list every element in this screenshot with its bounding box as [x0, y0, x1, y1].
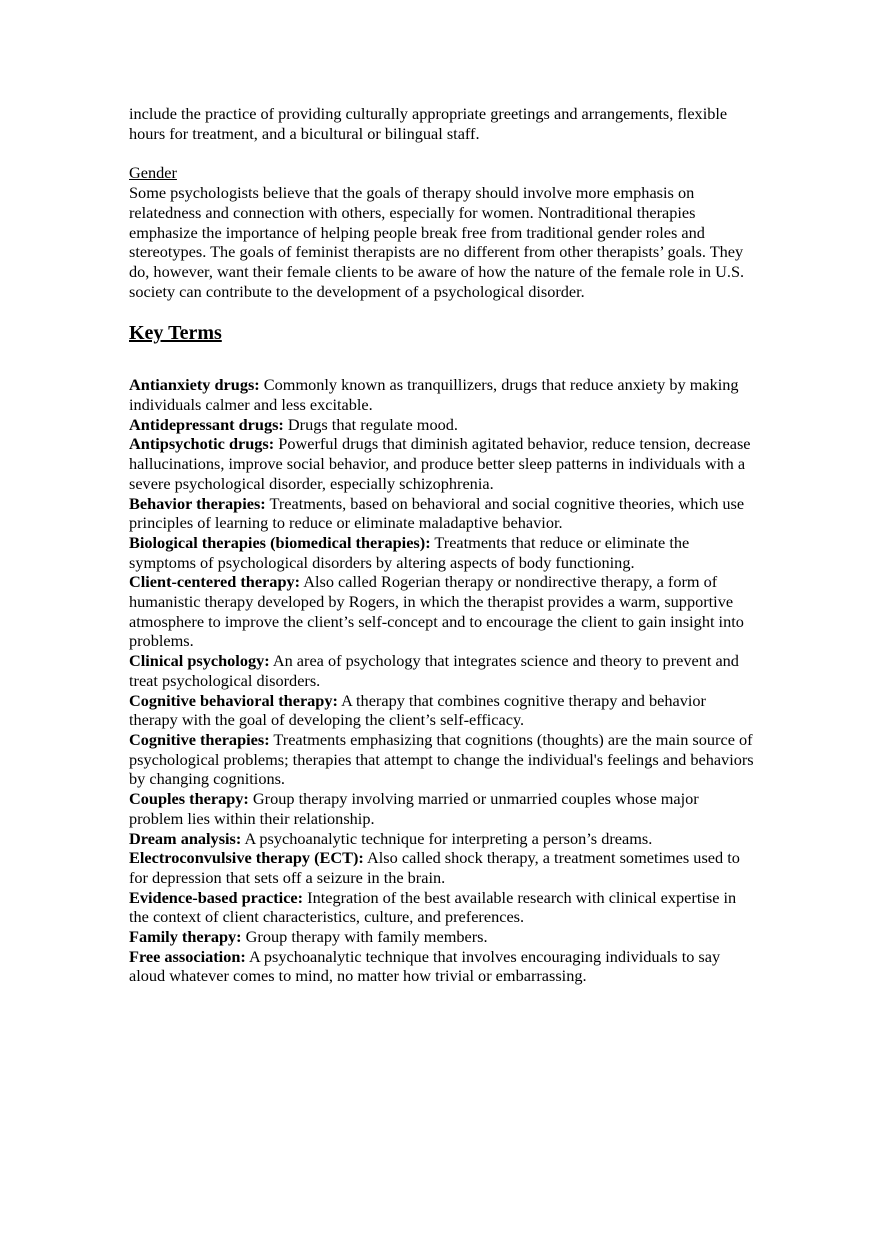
- term-entry-clinical-psychology: [129, 651, 754, 690]
- term-entry-behavior-therapies: [129, 494, 754, 533]
- term-definition: A psychoanalytic technique for interpreting a person’s dreams.: [241, 828, 653, 848]
- term-name: Evidence-based practice:: [129, 887, 304, 907]
- term-name: Antipsychotic drugs:: [129, 434, 275, 454]
- term-entry-free-association: [129, 947, 754, 986]
- term-definition: A therapy that combines cognitive therapy and behavior therapy with the goal of developing the client’s self-efficacy.: [129, 690, 706, 730]
- term-entry-dream-analysis: [129, 829, 754, 849]
- term-definition: A psychoanalytic technique that involves encouraging individuals to say aloud whatever comes to mind, no matter how trivial or embarrassing.: [129, 946, 721, 986]
- term-entry-client-centered-therapy: [129, 572, 754, 651]
- term-definition: An area of psychology that integrates science and theory to prevent and treat psychological disorders.: [129, 651, 739, 690]
- term-name: Client-centered therapy:: [129, 572, 301, 592]
- term-definition: Integration of the best available research with clinical expertise in the context of client characteristics, culture, and preferences.: [129, 887, 737, 927]
- term-entry-antipsychotic-drugs: [129, 434, 754, 493]
- term-name: Biological therapies (biomedical therapies):: [129, 532, 431, 552]
- term-entry-biological-therapies: [129, 533, 754, 572]
- term-entry-family-therapy: [129, 927, 754, 947]
- term-entry-antianxiety-drugs: [129, 375, 754, 414]
- term-entry-antidepressant-drugs: [129, 415, 754, 435]
- key-terms-heading: Key Terms: [129, 322, 222, 345]
- term-name: Free association:: [129, 946, 246, 966]
- term-name: Cognitive therapies:: [129, 729, 270, 749]
- term-name: Antidepressant drugs:: [129, 414, 284, 434]
- term-entry-electroconvulsive-therapy: [129, 848, 754, 887]
- term-name: Clinical psychology:: [129, 651, 270, 671]
- term-definition: Also called Rogerian therapy or nondirective therapy, a form of humanistic therapy developed by Rogers, in which the therapist provides a warm, supportive atmosphere to improve the client’s self-concept and to encourage the client to gain insight into problems.: [129, 572, 744, 651]
- term-entry-couples-therapy: [129, 789, 754, 828]
- term-definition: Powerful drugs that diminish agitated behavior, reduce tension, decrease hallucinations, improve social behavior, and produce better sleep patterns in individuals with a severe psychological disorder, especially schizophrenia.: [129, 434, 751, 493]
- term-name: Couples therapy:: [129, 789, 249, 809]
- intro-paragraph: include the practice of providing culturally appropriate greetings and arrangements, flexible hours for treatment, and a bicultural or bilingual staff.: [129, 104, 728, 143]
- term-definition: Group therapy involving married or unmarried couples whose major problem lies within their relationship.: [129, 789, 699, 828]
- term-definition: Treatments emphasizing that cognitions (thoughts) are the main source of psychological problems; therapies that attempt to change the individual's feelings and behaviors by changing cognitions.: [129, 729, 754, 789]
- gender-paragraph: Some psychologists believe that the goals of therapy should involve more emphasis on relatedness and connection with others, especially for women. Nontraditional therapies emphasize the importance of helping people break free from traditional gender roles and stereotypes. The goals of feminist therapists are no different from other therapists’ goals. They do, however, want their female clients to be aware of how the nature of the female role in U.S. society can contribute to the development of a psychological disorder.: [129, 183, 745, 301]
- page-content: [129, 104, 754, 986]
- term-definition: Drugs that regulate mood.: [283, 414, 458, 434]
- term-entry-cognitive-behavioral-therapy: [129, 691, 754, 730]
- term-definition: Group therapy with family members.: [241, 927, 488, 947]
- term-name: Family therapy:: [129, 927, 242, 947]
- term-definition: Also called shock therapy, a treatment sometimes used to for depression that sets off a seizure in the brain.: [129, 848, 740, 887]
- gender-heading: Gender: [129, 163, 177, 183]
- term-name: Antianxiety drugs:: [129, 375, 260, 395]
- term-name: Cognitive behavioral therapy:: [129, 690, 338, 710]
- term-entry-cognitive-therapies: [129, 730, 754, 789]
- term-definition: Treatments, based on behavioral and social cognitive theories, which use principles of learning to reduce or eliminate maladaptive behavior.: [129, 493, 745, 533]
- term-name: Dream analysis:: [129, 828, 242, 848]
- term-definition: Treatments that reduce or eliminate the symptoms of psychological disorders by altering aspects of body functioning.: [129, 532, 690, 572]
- term-name: Electroconvulsive therapy (ECT):: [129, 848, 364, 868]
- key-terms-list: [129, 375, 754, 986]
- term-definition: Commonly known as tranquillizers, drugs that reduce anxiety by making individuals calmer and less excitable.: [129, 375, 739, 415]
- term-entry-evidence-based-practice: [129, 888, 754, 927]
- term-name: Behavior therapies:: [129, 493, 266, 513]
